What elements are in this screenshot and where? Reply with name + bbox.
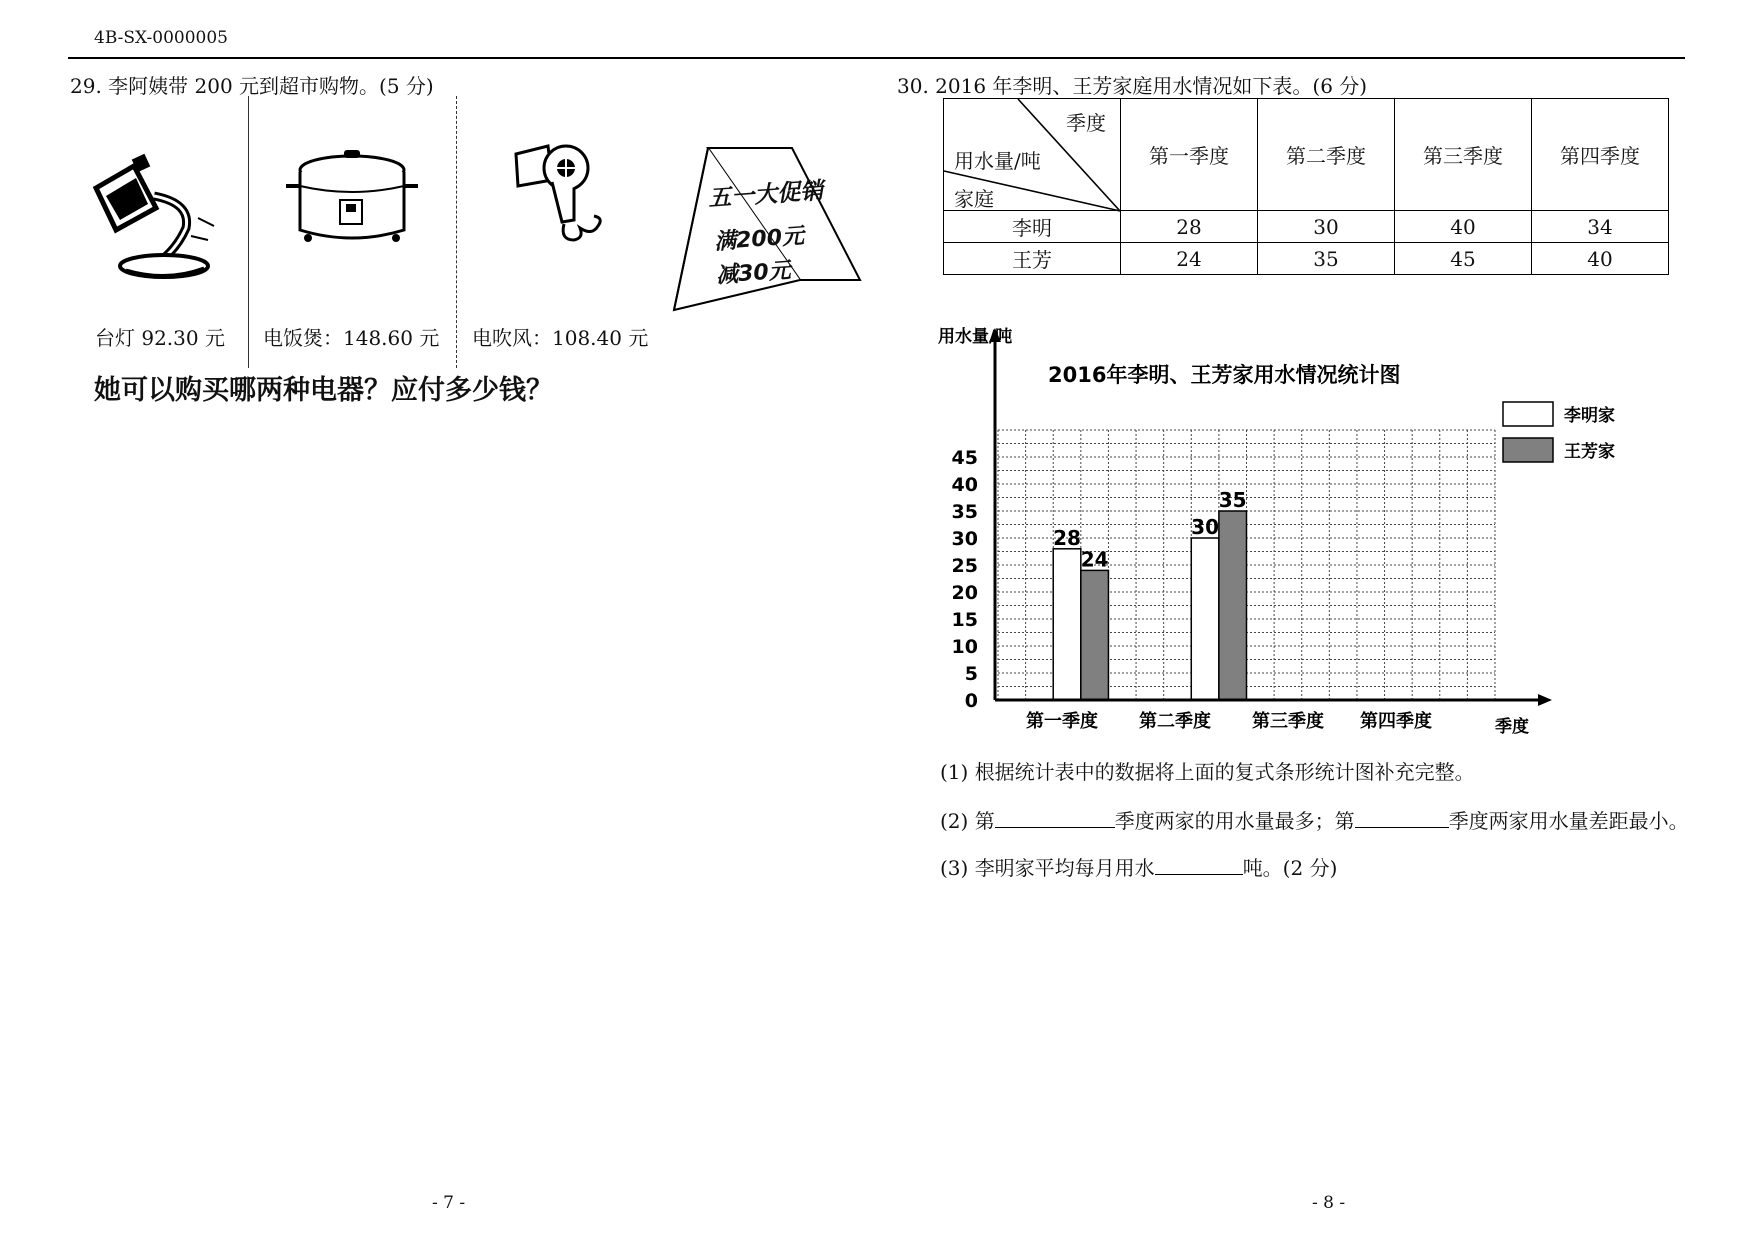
y-tick-label: 15: [951, 609, 978, 631]
table-cell: 40: [1532, 243, 1669, 275]
corner-label-quarter: 季度: [1066, 111, 1106, 135]
cooker-price: 电饭煲：148.60 元: [263, 326, 440, 350]
table-cell: 28: [1121, 211, 1258, 243]
page-number-left: - 7 -: [432, 1193, 466, 1213]
promo-line3: 减30元: [715, 258, 792, 289]
y-tick-label: 40: [951, 474, 978, 496]
table-cell: 35: [1258, 243, 1395, 275]
bar-value-label: 35: [1218, 488, 1247, 512]
x-tick-label: 第一季度: [1026, 711, 1098, 732]
promo-line2: 满200元: [713, 223, 805, 256]
q29-title: 29. 李阿姨带 200 元到超市购物。(5 分): [70, 74, 434, 98]
dryer-price: 电吹风：108.40 元: [472, 326, 649, 350]
page-number-right: - 8 -: [1312, 1193, 1346, 1213]
table-cell: 24: [1121, 243, 1258, 275]
y-tick-label: 20: [951, 582, 978, 604]
row-name: 王芳: [944, 243, 1121, 275]
chart-title: 2016年李明、王芳家用水情况统计图: [1048, 363, 1401, 387]
answer-blank-least[interactable]: [1355, 827, 1449, 828]
chart-bars: [1053, 511, 1246, 700]
legend-label-wangfang: 王芳家: [1564, 442, 1615, 462]
legend-swatch-liming: [1503, 402, 1553, 426]
header-q1: 第一季度: [1121, 99, 1258, 211]
table-cell: 45: [1395, 243, 1532, 275]
x-axis-arrow: [1538, 694, 1552, 706]
table-cell: 30: [1258, 211, 1395, 243]
bar-wangfang: [1081, 570, 1109, 700]
y-axis-label: 用水量/吨: [938, 327, 1013, 347]
y-tick-label: 5: [964, 663, 978, 685]
bar-liming: [1191, 538, 1219, 700]
table-row: [944, 243, 1669, 275]
sub3-text-b: 吨。(2 分): [1242, 856, 1338, 880]
item-separator: [456, 96, 457, 368]
rice-cooker-icon: [282, 146, 422, 246]
y-tick-label: 30: [951, 528, 978, 550]
q30-sub1: (1) 根据统计表中的数据将上面的复式条形统计图补充完整。: [940, 760, 1475, 784]
table-corner-cell: [944, 99, 1121, 211]
header-q2: 第二季度: [1258, 99, 1395, 211]
sub3-text-a: (3) 李明家平均每月用水: [940, 856, 1155, 880]
bar-liming: [1053, 549, 1081, 700]
bar-value-label: 30: [1191, 515, 1220, 539]
row-name: 李明: [944, 211, 1121, 243]
x-tick-label: 第二季度: [1139, 711, 1211, 732]
y-tick-label: 25: [951, 555, 978, 577]
y-tick-label: 0: [964, 690, 978, 712]
legend-swatch-wangfang: [1503, 438, 1553, 462]
corner-label-family: 家庭: [954, 187, 994, 211]
sub2-text-b: 季度两家的用水量最多；第: [1114, 809, 1355, 833]
item-separator: [248, 96, 249, 368]
table-cell: 34: [1532, 211, 1669, 243]
q30-sub3: [940, 852, 1337, 881]
water-usage-table: [943, 98, 1669, 275]
promo-line1: 五一大促销: [707, 178, 824, 212]
bar-wangfang: [1219, 511, 1247, 700]
corner-label-usage: 用水量/吨: [954, 149, 1041, 173]
water-usage-chart: [930, 320, 1615, 740]
desk-lamp-icon: [86, 148, 216, 283]
y-tick-label: 45: [951, 447, 978, 469]
q30-sub2: [940, 805, 1689, 834]
document-code: 4B-SX-0000005: [94, 28, 228, 48]
y-tick-label: 10: [951, 636, 978, 658]
legend-label-liming: 李明家: [1564, 406, 1615, 426]
header-q3: 第三季度: [1395, 99, 1532, 211]
header-q4: 第四季度: [1532, 99, 1669, 211]
header-rule: [68, 57, 1685, 59]
bar-value-label: 28: [1053, 525, 1081, 550]
answer-blank-average[interactable]: [1155, 874, 1243, 875]
y-tick-label: 35: [951, 501, 978, 523]
q30-title: 30. 2016 年李明、王芳家庭用水情况如下表。(6 分): [897, 74, 1368, 98]
hair-dryer-icon: [508, 140, 618, 250]
x-tick-label: 第三季度: [1252, 711, 1324, 732]
answer-blank-most[interactable]: [995, 827, 1115, 828]
q29-question: 她可以购买哪两种电器？应付多少钱？: [94, 375, 553, 406]
sub2-text-c: 季度两家用水量差距最小。: [1448, 809, 1689, 833]
table-cell: 40: [1395, 211, 1532, 243]
lamp-price: 台灯 92.30 元: [95, 326, 225, 350]
bar-value-label: 24: [1080, 547, 1109, 572]
x-axis-label: 季度: [1495, 717, 1529, 737]
x-tick-label: 第四季度: [1360, 711, 1432, 732]
sub2-text-a: (2) 第: [940, 809, 995, 833]
table-row: [944, 211, 1669, 243]
